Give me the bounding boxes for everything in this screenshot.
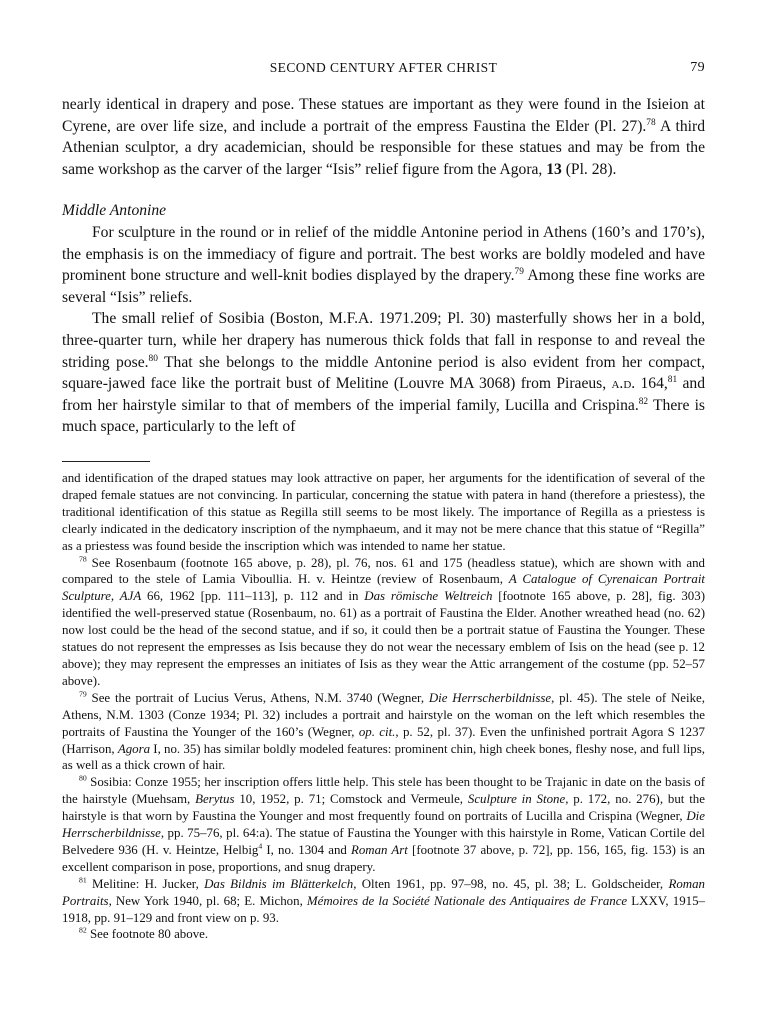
running-head	[62, 60, 705, 78]
page-number: 79	[690, 60, 705, 75]
text-run: I, no. 1304 and	[262, 842, 351, 857]
text-run: , Olten 1961, pp. 97–98, no. 45, pl. 38; L. Goldscheider,	[353, 876, 669, 891]
text-run: For sculpture in the round or in relief of the middle Antonine period in Athens (160’s and 170’s), the emphasis is on the immediacy of figure and portrait. The best works are boldly modeled and have prominent bone structure and well-knit bodies displayed by the drapery.	[62, 223, 705, 285]
footnote-divider	[62, 461, 150, 462]
footnote-number: 78	[79, 554, 87, 564]
section-heading: Middle Antonine	[62, 202, 167, 220]
footnote-80	[62, 774, 705, 875]
citation-title: Agora	[117, 741, 151, 756]
text-run: 66, 1962 [pp. 111–113], p. 112 and in	[141, 589, 365, 604]
text-run: LXXV, 1915–1918, pp. 91–129 and front view on p. 93.	[62, 893, 705, 925]
paragraph-1	[62, 94, 705, 180]
citation-title: Berytus	[195, 792, 235, 807]
text-run: 10, 1952, p. 71; Comstock and Vermeule,	[234, 792, 468, 807]
text-run: [footnote 165 above, p. 28], fig. 303) identified the well-preserved statue (Rosenbaum, no. 61) as a portrait of Faustina the Elder. Another wreathed head (no. 62) now lost could be the head of the second statue, and if so, it could then be a portrait statue of Faustina the Younger. These statues do not represent the empresses as Isis because they do not wear the necessary emblem of Isis on the head (see p. 12 above); they may represent the empresses an initiates of Isis as they wear the Attic arrangement of the costume (pp. 52–57 above).	[62, 589, 705, 688]
citation-title: Mémoires de la Société Nationale des Antiquaires de France	[306, 893, 628, 908]
main-text	[62, 94, 705, 438]
citation-title: A Catalogue of Cyrenaican Portrait Sculpture, AJA	[62, 572, 705, 604]
text-run: See the portrait of Lucius Verus, Athens, N.M. 3740 (Wegner,	[86, 690, 429, 705]
footnote-79	[62, 690, 705, 775]
text-run: Sosibia: Conze 1955; her inscription offers little help. This stele has been thought to be Trajanic in date on the basis of the hairstyle (Muehsam,	[62, 775, 705, 807]
text-run: , p. 52, pl. 37). Even the unfinished portrait Agora S 1237 (Harrison,	[62, 724, 705, 756]
footnote-ref-78[interactable]: 78	[646, 117, 656, 128]
footnote-ref-81[interactable]: 81	[667, 374, 678, 385]
citation-title: Roman Art	[350, 842, 408, 857]
footnote-ref-79[interactable]: 79	[514, 266, 524, 277]
citation-title: Das römische Weltreich	[364, 589, 493, 604]
text-run: , New York 1940, pl. 68; E. Michon,	[108, 893, 307, 908]
footnote-82	[62, 926, 705, 943]
footnote-78	[62, 555, 705, 690]
footnote-number: 80	[79, 774, 87, 784]
running-title: SECOND CENTURY AFTER CHRIST	[269, 60, 498, 75]
citation-title: Die Herrscherbildnisse	[62, 809, 705, 841]
text-run: [footnote 37 above, p. 72], pp. 156, 165, fig. 153) is an excellent comparison in pose, proportions, and snug drapery.	[62, 842, 705, 874]
text-run: A third Athenian sculptor, a dry academician, should be responsible for these statues and may be from the same workshop as the carver of the larger “Isis” relief figure from the Agora,	[62, 117, 705, 178]
era-abbreviation: a.d.	[611, 375, 636, 393]
edition-superscript: 4	[258, 841, 263, 851]
text-run: Melitine: H. Jucker,	[86, 876, 205, 891]
text-run: See footnote 80 above.	[86, 927, 209, 942]
text-run: , pp. 75–76, pl. 64:a). The statue of Faustina the Younger with this hairstyle in Rome, Vatican Cortile del Belvedere 936 (H. v. Heintze, Helbig	[62, 826, 705, 857]
text-run: 164,	[635, 375, 668, 393]
text-run: , p. 172, no. 276), but the hairstyle is that worn by Faustina the Younger and most frequently found on portraits of Lucilla and Crispina (Wegner,	[62, 792, 705, 824]
text-run: , pl. 45). The stele of Neike, Athens, N.M. 1303 (Conze 1934; Pl. 32) includes a portrait and hairstyle on the woman on the left which resembles the portraits of Faustina the Younger of the 160’s (Wegner,	[62, 690, 705, 739]
text-run: Among these fine works are several “Isis” reliefs.	[62, 267, 705, 306]
footnote-number: 79	[79, 689, 87, 699]
text-run: There is much space, particularly to the left of	[62, 396, 705, 436]
text-run: (Pl. 28).	[561, 160, 617, 178]
paragraph-2	[62, 222, 705, 308]
text-run: I, no. 35) has similar boldly modeled features: prominent chin, high cheek bones, fleshy nose, and full lips, as well as a thick crown of hair.	[62, 741, 705, 773]
text-run: See Rosenbaum (footnote 165 above, p. 28), pl. 76, nos. 61 and 175 (headless statue), which are shown with and compared to the stele of Lamia Viboullia. H. v. Heintze (review of Rosenbaum,	[62, 555, 705, 587]
catalogue-number: 13	[546, 160, 562, 178]
text-run: The small relief of Sosibia (Boston, M.F.A. 1971.209; Pl. 30) masterfully shows her in a bold, three-quarter turn, while her drapery has numerous thick folds that fall in response to and reveal the striding pose.	[62, 310, 705, 371]
paragraph-3	[62, 308, 705, 438]
citation-title: Die Herrscherbildnisse	[428, 690, 552, 705]
footnotes	[62, 470, 705, 943]
text-run: That she belongs to the middle Antonine period is also evident from her compact, square-jawed face like the portrait bust of Melitine (Louvre MA 3068) from Piraeus,	[62, 353, 706, 393]
footnote-ref-82[interactable]: 82	[638, 396, 649, 407]
footnote-continuation: and identification of the draped statues may look attractive on paper, her arguments for the identification of several of the draped female statues are not convincing. In particular, concerning the statue with patera in hand (therefore a priestess), the traditional identification of this statue as Regilla still seems to be most likely. The importance of Regilla as a priestess is clearly indicated in the dedicatory inscription of the nymphaeum, and it may not be mere chance that this statue of “Regilla” as a priestess was found beside the inscription which was intended to name her statue.	[62, 471, 705, 553]
citation-title: op. cit.	[358, 724, 396, 739]
footnote-number: 82	[79, 926, 87, 936]
footnote-81	[62, 876, 705, 927]
text-run: and from her hairstyle similar to that of members of the imperial family, Lucilla and Crispina.	[62, 375, 705, 414]
footnote-number: 81	[79, 875, 87, 885]
citation-title: Roman Portraits	[62, 876, 705, 908]
text-run: nearly identical in drapery and pose. These statues are important as they were found in the Isieion at Cyrene, are over life size, and include a portrait of the empress Faustina the Elder (Pl. 27).	[62, 96, 705, 135]
footnote-ref-80[interactable]: 80	[148, 353, 158, 364]
citation-title: Das Bildnis im Blätterkelch	[204, 876, 354, 891]
citation-title: Sculpture in Stone	[467, 792, 566, 807]
